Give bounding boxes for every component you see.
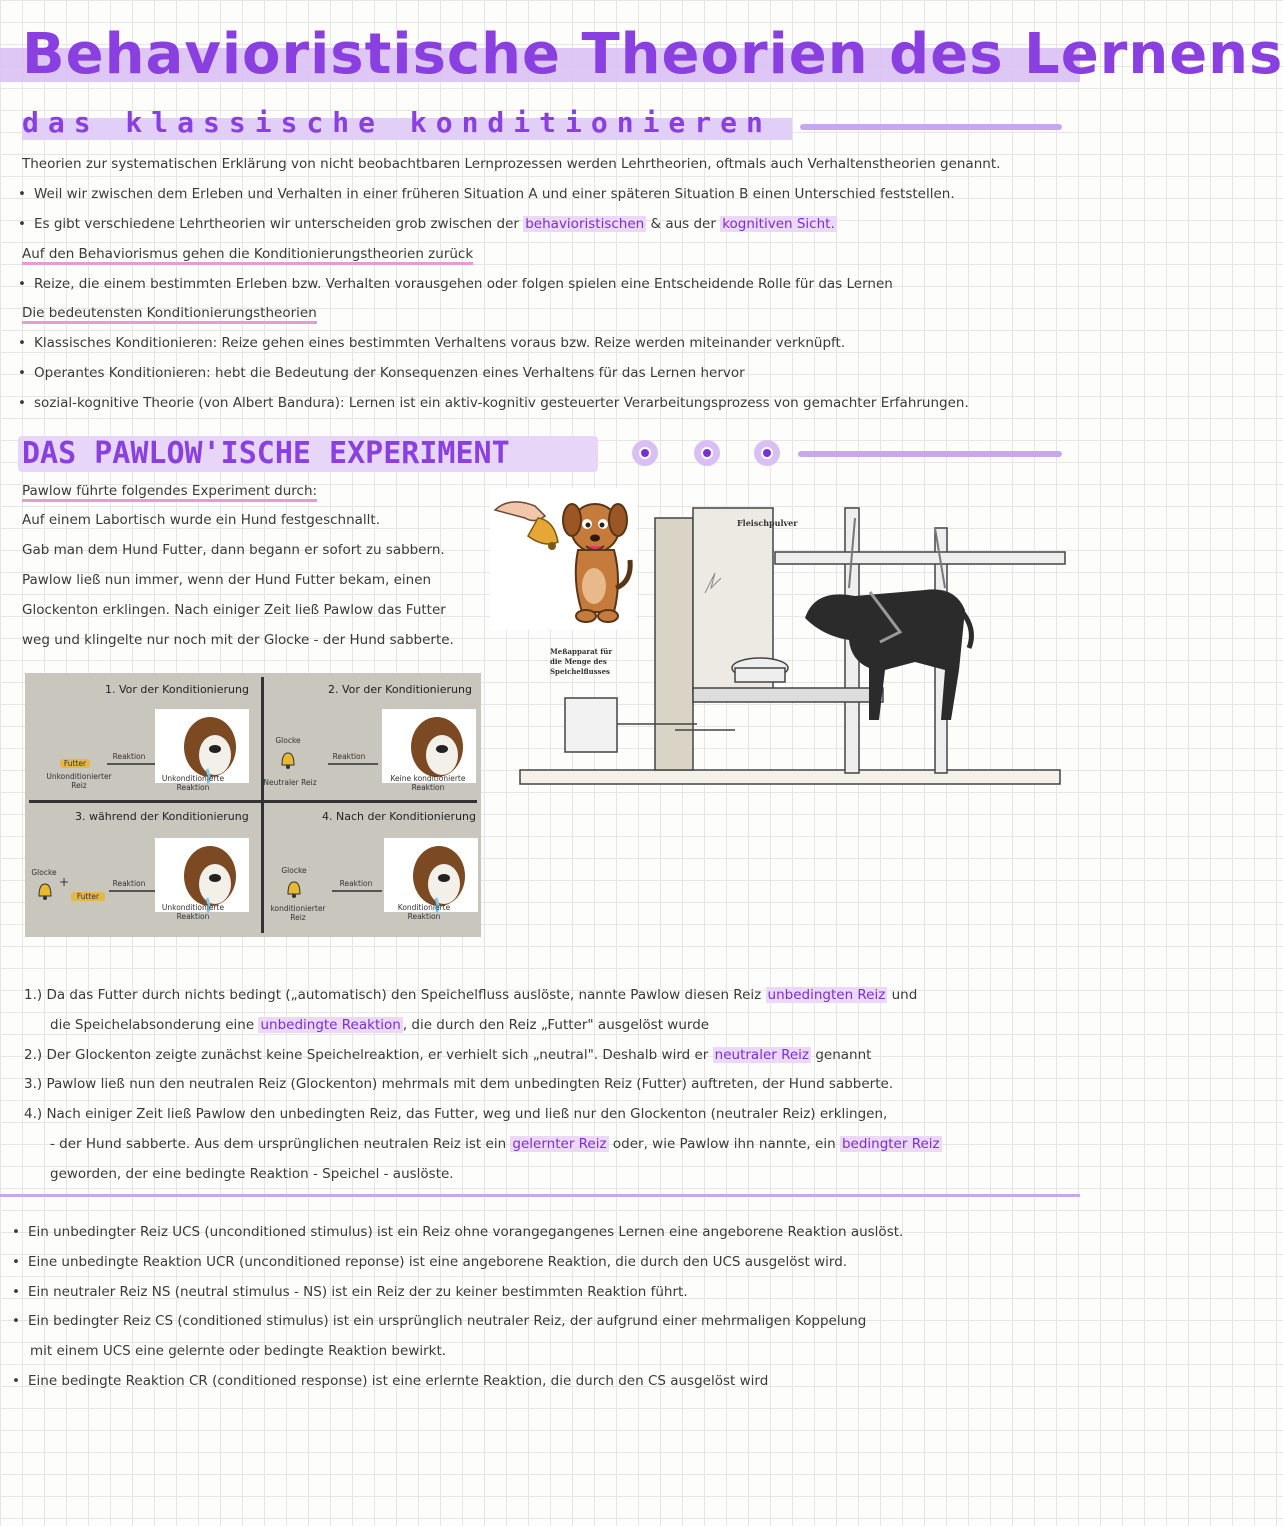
response-label: Keine konditionierte Reaktion (390, 774, 466, 792)
definition-cs-cont: mit einem UCS eine gelernte oder bedingte Reaktion bewirkt. (30, 1343, 447, 1359)
decor-dot-icon (632, 440, 658, 466)
stimulus-label: konditionierter Reiz (270, 904, 326, 922)
explanation-4b: - der Hund sabberte. Aus dem ursprünglichen neutralen Reiz ist ein gelernter Reiz oder, wie Pawlow ihn nannte, ein bedingter Reiz (50, 1136, 940, 1152)
dog-photo (155, 709, 249, 783)
stimulus-label: Neutraler Reiz (263, 778, 317, 787)
section1-intro: Theorien zur systematischen Erklärung von nicht beobachtbaren Lernprozessen werden Lehrtheorien, oftmals auch Verhaltenstheorien genannt. (22, 156, 1001, 172)
apparatus-label-left: Meßapparat für (550, 647, 613, 656)
section1-subhead2: Die bedeutensten Konditionierungstheorien (22, 299, 317, 329)
section-divider (0, 1194, 1080, 1197)
explanation-4c: geworden, der eine bedingte Reaktion - Speichel - auslöste. (50, 1166, 454, 1182)
apparatus-label-top: Fleischpulver (737, 518, 798, 528)
food-label: Futter (60, 759, 90, 768)
arrow-label: Reaktion (112, 879, 146, 888)
pavlov-apparatus-illustration (515, 498, 1065, 790)
section2-rule (798, 451, 1062, 457)
diagram-quadrant (254, 673, 481, 804)
section2-heading: DAS PAWLOW'ISCHE EXPERIMENT (22, 436, 510, 471)
diagram-quadrant: 3. während der Konditionierung Glocke + Futter Reaktion Unkonditionierte Reaktion (25, 804, 252, 935)
bell-label: Glocke (275, 736, 301, 745)
dog-photo (155, 838, 249, 912)
section1-bullet1: • Weil wir zwischen dem Erleben und Verhalten in einer früheren Situation A und einer späteren Situation B einen Unterschied feststellen. (34, 180, 955, 210)
response-label: Konditionierte Reaktion (397, 903, 451, 921)
section1-bullet5: • Operantes Konditionieren: hebt die Bedeutung der Konsequenzen eines Verhaltens für das Lernen hervor (34, 359, 745, 389)
arrow-label: Reaktion (332, 752, 366, 761)
section1-bullet6: • sozial-kognitive Theorie (von Albert Bandura): Lernen ist ein aktiv-kognitiv gesteuerter Verarbeitungsprozess von gemachter Erfahrungen. (34, 389, 969, 419)
section2-line: weg und klingelte nur noch mit der Glocke - der Hund sabberte. (22, 632, 454, 648)
bell-label: Glocke (31, 868, 57, 877)
explanation-2: 2.) Der Glockenton zeigte zunächst keine Speichelreaktion, er verhielt sich „neutral". Deshalb wird er neutraler Reiz genannt (24, 1047, 872, 1063)
section2-line: Auf einem Labortisch wurde ein Hund festgeschnallt. (22, 512, 381, 528)
diagram-quadrant (254, 804, 481, 935)
bell-label: Glocke (281, 866, 307, 875)
diagram-quadrant (25, 673, 252, 804)
definition-ucr: • Eine unbedingte Reaktion UCR (unconditioned reponse) ist eine angeborene Reaktion, die durch den UCS ausgelöst wird. (28, 1248, 847, 1278)
section1-rule (800, 124, 1062, 130)
definition-cr: • Eine bedingte Reaktion CR (conditioned response) ist eine erlernte Reaktion, die durch den CS ausgelöst wird (28, 1367, 768, 1397)
section1-bullet4: • Klassisches Konditionieren: Reize gehen eines bestimmten Verhaltens voraus bzw. Reize werden miteinander verknüpft. (34, 329, 845, 359)
section1-bullet2: • Es gibt verschiedene Lehrtheorien wir unterscheiden grob zwischen der behavioristischen & aus der kognitiven Sicht. (34, 210, 837, 240)
quadrant-title: 2. Vor der Konditionierung (328, 683, 472, 696)
bell-icon (284, 878, 304, 898)
explanation-1b: die Speichelabsonderung eine unbedingte Reaktion , die durch den Reiz „Futter" ausgelöst wurde (50, 1017, 710, 1033)
food-label: Futter (71, 892, 105, 901)
response-label: Unkonditionierte Reaktion (161, 774, 225, 792)
bell-icon (278, 749, 298, 769)
section2-line: Pawlow führte folgendes Experiment durch: (22, 477, 317, 507)
apparatus-label-left: Speichelflusses (550, 667, 610, 676)
quadrant-title: 1. Vor der Konditionierung (105, 683, 249, 696)
section1-heading: das klassische konditionieren (22, 106, 772, 139)
page-title: Behavioristische Theorien des Lernens (22, 22, 1283, 87)
definition-ucs: • Ein unbedingter Reiz UCS (unconditioned stimulus) ist ein Reiz ohne vorangegangenes Lernen eine angeborene Reaktion auslöst. (28, 1218, 903, 1248)
stimulus-label: Unkonditionierter Reiz (46, 772, 112, 790)
arrow-label: Reaktion (112, 752, 146, 761)
decor-dot-icon (694, 440, 720, 466)
bell-icon (35, 880, 55, 900)
explanation-4: 4.) Nach einiger Zeit ließ Pawlow den unbedingten Reiz, das Futter, weg und ließ nur den Glockenton (neutraler Reiz) erklingen, (24, 1106, 888, 1122)
definition-cs: • Ein bedingter Reiz CS (conditioned stimulus) ist ein ursprünglich neutraler Reiz, der aufgrund einer mehrmaligen Koppelung (28, 1307, 866, 1337)
explanation-1: 1.) Da das Futter durch nichts bedingt („automatisch) den Speichelfluss auslöste, nannte Pawlow diesen Reiz unbedingten Reiz und (24, 987, 918, 1003)
explanation-3: 3.) Pawlow ließ nun den neutralen Reiz (Glockenton) mehrmals mit dem unbedingten Reiz (Futter) auftreten, der Hund sabberte. (24, 1076, 894, 1092)
section2-line: Gab man dem Hund Futter, dann begann er sofort zu sabbern. (22, 542, 445, 558)
section1-subhead1: Auf den Behaviorismus gehen die Konditionierungstheorien zurück (22, 240, 473, 270)
dog-photo (384, 838, 478, 912)
response-label: Unkonditionierte Reaktion (161, 903, 225, 921)
definition-ns: • Ein neutraler Reiz NS (neutral stimulus - NS) ist ein Reiz der zu keiner bestimmten Reaktion führt. (28, 1278, 688, 1308)
dog-photo (382, 709, 476, 783)
section2-line: Pawlow ließ nun immer, wenn der Hund Futter bekam, einen (22, 572, 432, 588)
arrow-label: Reaktion (339, 879, 373, 888)
apparatus-label-left: die Menge des (550, 657, 607, 666)
quadrant-title: 4. Nach der Konditionierung (322, 810, 476, 823)
quadrant-title: 3. während der Konditionierung (75, 810, 249, 823)
decor-dot-icon (754, 440, 780, 466)
section2-line: Glockenton erklingen. Nach einiger Zeit ließ Pawlow das Futter (22, 602, 446, 618)
conditioning-diagram (25, 673, 481, 937)
section1-bullet3: • Reize, die einem bestimmten Erleben bzw. Verhalten vorausgehen oder folgen spielen eine Entscheidende Rolle für das Lernen (34, 270, 893, 300)
